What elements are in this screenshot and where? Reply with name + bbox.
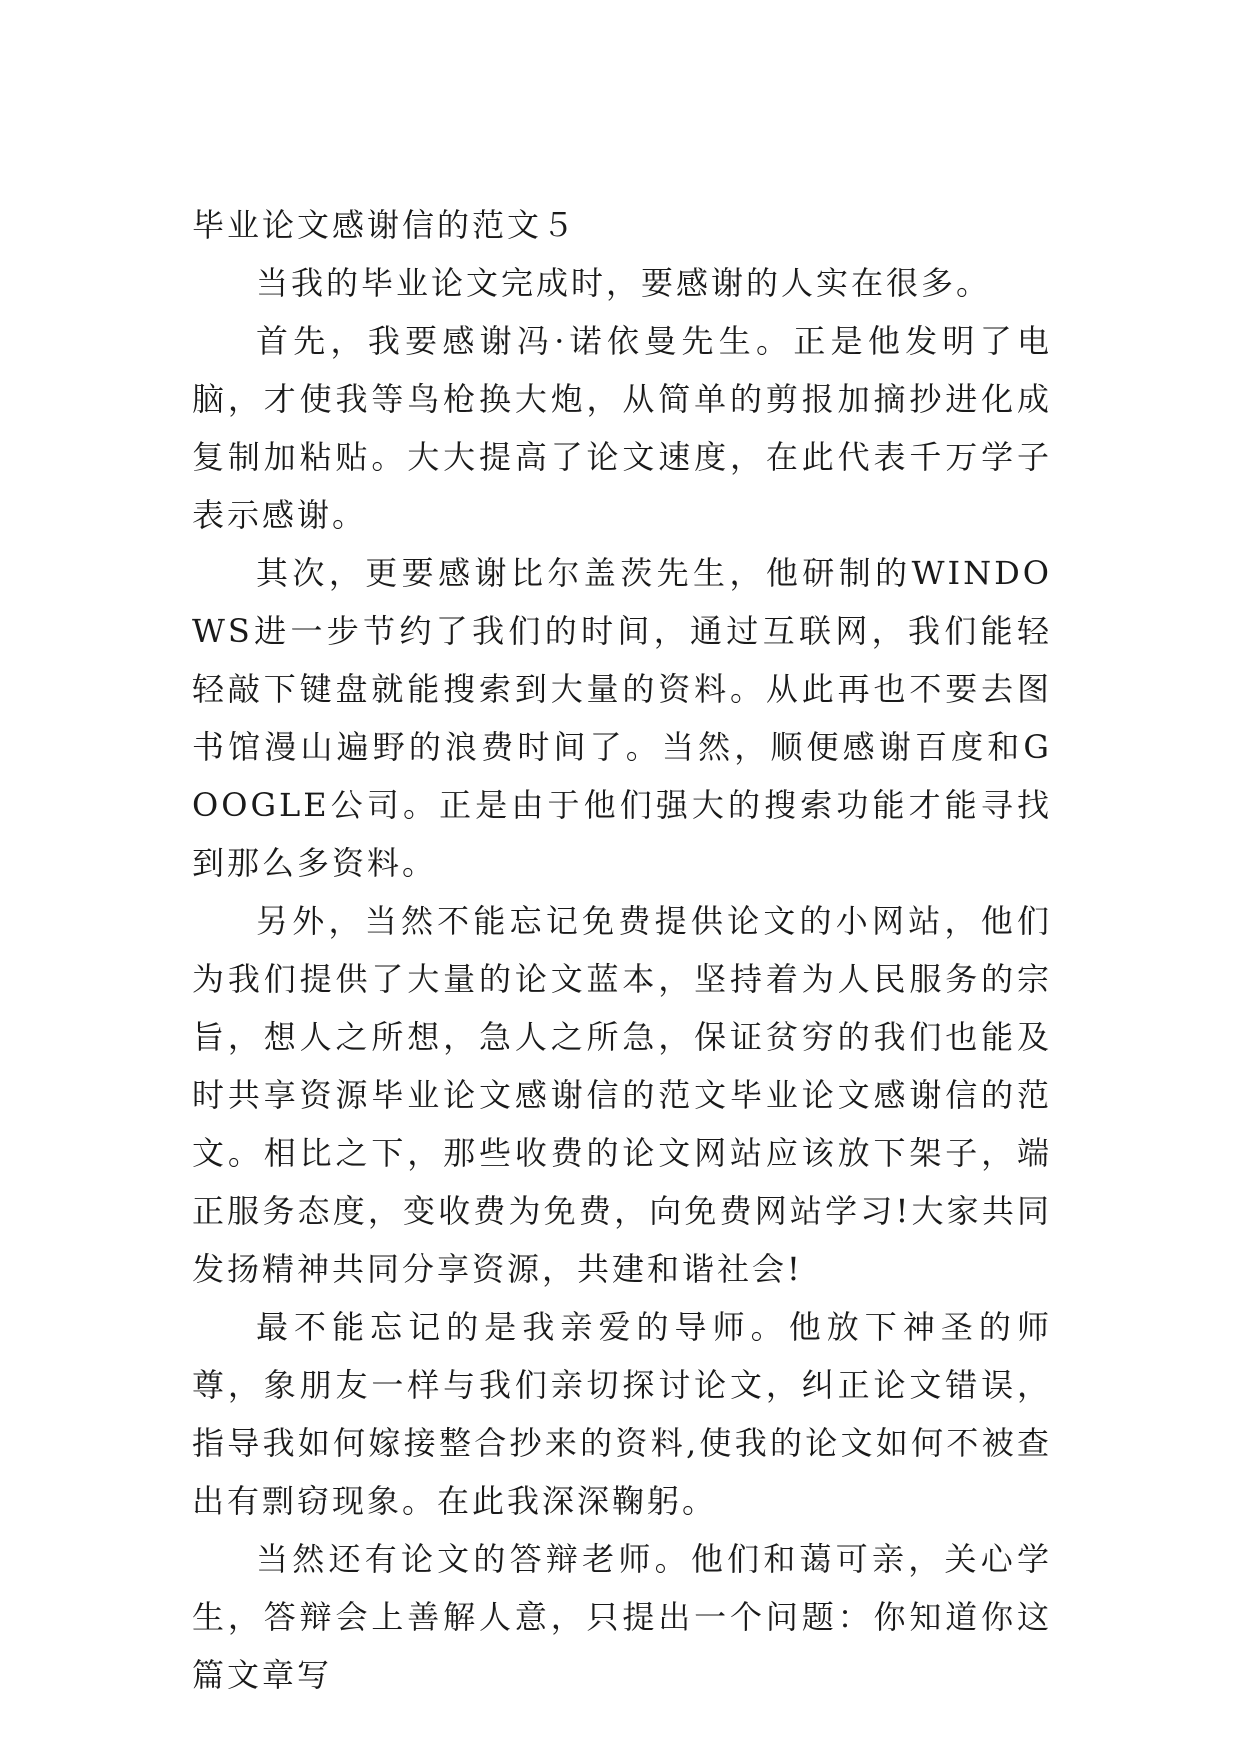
paragraph-advisor: 最不能忘记的是我亲爱的导师。他放下神圣的师尊，象朋友一样与我们亲切探讨论文，纠正论文错误，指导我如何嫁接整合抄来的资料,使我的论文如何不被查出有剽窃现象。在此我深深鞠躬。 bbox=[192, 1308, 1052, 1520]
paragraph-websites: 另外，当然不能忘记免费提供论文的小网站，他们为我们提供了大量的论文蓝本，坚持着为人民服务的宗旨，想人之所想，急人之所急，保证贫穷的我们也能及时共享资源毕业论文感谢信的范文毕业论文感谢信的范文。相比之下，那些收费的论文网站应该放下架子，端正服务态度，变收费为免费，向免费网站学习!大家共同发扬精神共同分享资源，共建和谐社会! bbox=[192, 902, 1052, 1288]
paragraph-von-neumann: 首先，我要感谢冯·诺依曼先生。正是他发明了电脑，才使我等鸟枪换大炮，从简单的剪报加摘抄进化成复制加粘贴。大大提高了论文速度，在此代表千万学子表示感谢。 bbox=[192, 322, 1052, 534]
paragraph-defense-teachers: 当然还有论文的答辩老师。他们和蔼可亲，关心学生，答辩会上善解人意，只提出一个问题：你知道你这篇文章写 bbox=[192, 1540, 1052, 1694]
document-title: 毕业论文感谢信的范文５ bbox=[192, 206, 578, 244]
document-body bbox=[192, 196, 1052, 1704]
paragraph-intro: 当我的毕业论文完成时，要感谢的人实在很多。 bbox=[256, 264, 992, 302]
paragraph-bill-gates: 其次，更要感谢比尔盖茨先生，他研制的WINDOWS进一步节约了我们的时间，通过互联网，我们能轻轻敲下键盘就能搜索到大量的资料。从此再也不要去图书馆漫山遍野的浪费时间了。当然，顺便感谢百度和GOOGLE公司。正是由于他们强大的搜索功能才能寻找到那么多资料。 bbox=[192, 554, 1052, 882]
